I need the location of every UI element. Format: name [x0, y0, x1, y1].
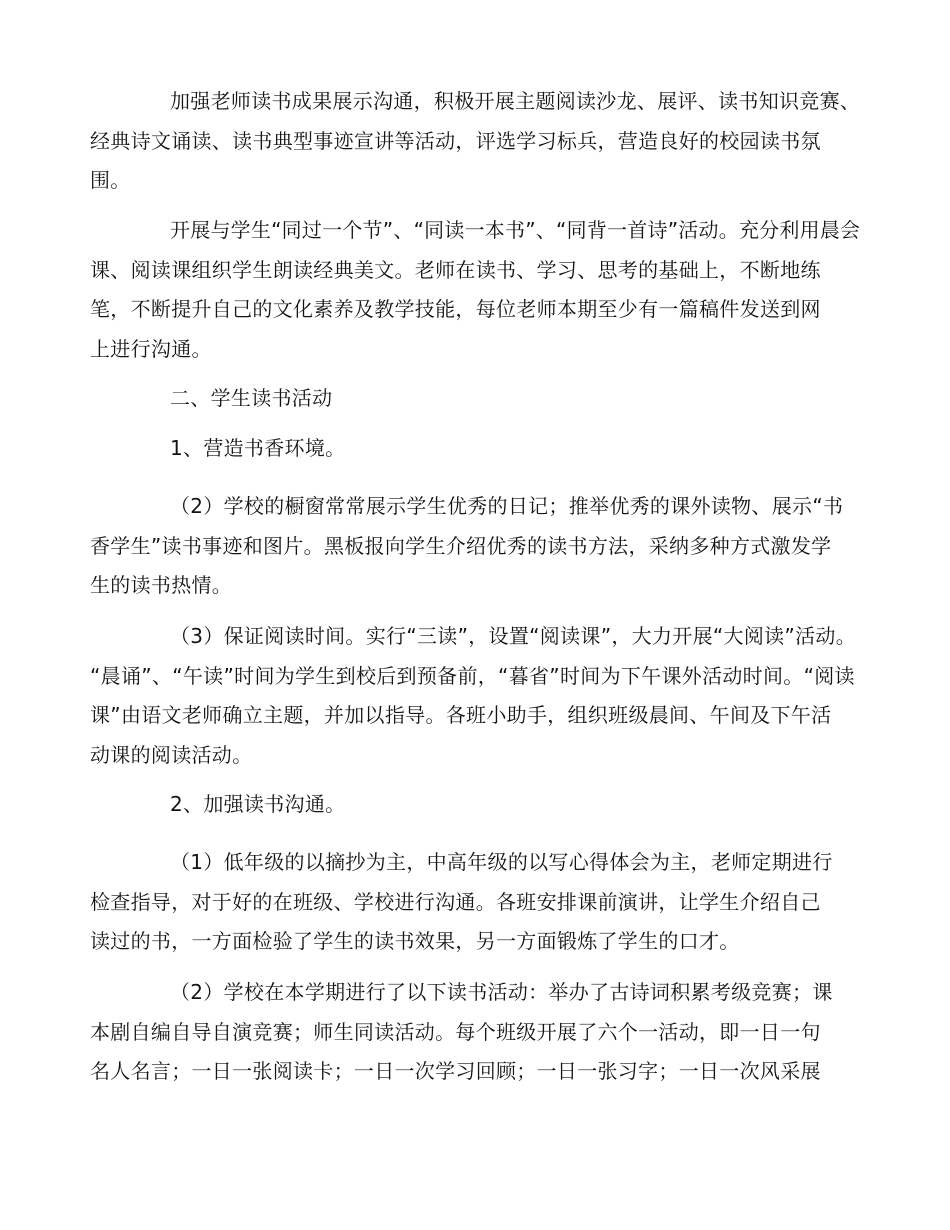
text-line: “晨诵”、“午读”时间为学生到校后到预备前，“暮省”时间为下午课外活动时间。“阅读 [90, 664, 855, 688]
text-line: （3）保证阅读时间。实行“三读”，设置“阅读课”，大力开展“大阅读”活动。 [170, 624, 856, 648]
text-line: 加强老师读书成果展示沟通，积极开展主题阅读沙龙、展评、读书知识竞赛、 [170, 89, 861, 113]
text-line: （1）低年级的以摘抄为主，中高年级的以写心得体会为主，老师定期进行 [170, 850, 833, 874]
text-line: 上进行沟通。 [90, 337, 212, 361]
text-line: （2）学校的橱窗常常展示学生优秀的日记；推举优秀的课外读物、展示“书 [170, 494, 844, 518]
text-line: 经典诗文诵读、读书典型事迹宣讲等活动，评选学习标兵，营造良好的校园读书氛 [90, 129, 821, 153]
text-line: 检查指导，对于好的在班级、学校进行沟通。各班安排课前演讲，让学生介绍自己 [90, 890, 821, 914]
subsection-heading: 1、营造书香环境。 [170, 436, 346, 460]
text-line: 围。 [90, 168, 131, 192]
text-line: 开展与学生“同过一个节”、“同读一本书”、“同背一首诗”活动。充分利用晨会 [170, 218, 861, 242]
text-line: 本剧自编自导自演竞赛；师生同读活动。每个班级开展了六个一活动，即一日一句 [90, 1020, 821, 1044]
subsection-heading: 2、加强读书沟通。 [170, 792, 346, 816]
text-line: 课”由语文老师确立主题，并加以指导。各班小助手，组织班级晨间、午间及下午活 [90, 703, 832, 727]
section-heading: 二、学生读书活动 [170, 386, 333, 410]
text-line: 课、阅读课组织学生朗读经典美文。老师在读书、学习、思考的基础上，不断地练 [90, 258, 821, 282]
text-line: 读过的书，一方面检验了学生的读书效果，另一方面锻炼了学生的口才。 [90, 929, 740, 953]
text-line: （2）学校在本学期进行了以下读书活动：举办了古诗词积累考级竞赛；课 [170, 980, 833, 1004]
text-line: 生的读书热情。 [90, 573, 233, 597]
text-line: 动课的阅读活动。 [90, 743, 253, 767]
text-line: 香学生”读书事迹和图片。黑板报向学生介绍优秀的读书方法，采纳多种方式激发学 [90, 534, 832, 558]
text-line: 笔，不断提升自己的文化素养及教学技能，每位老师本期至少有一篇稿件发送到网 [90, 297, 821, 321]
text-line: 名人名言；一日一张阅读卡；一日一次学习回顾；一日一张习字；一日一次风采展 [90, 1059, 821, 1083]
